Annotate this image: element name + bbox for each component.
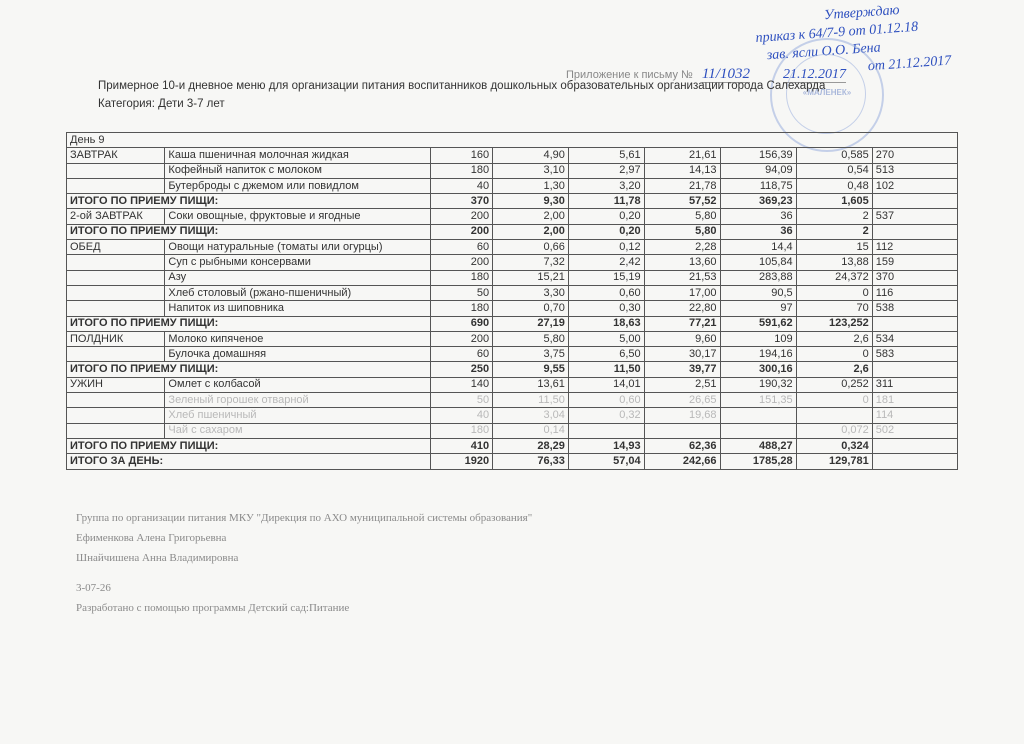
vitamin-c-value: 15: [796, 240, 872, 255]
vitamin-c-value: 0,54: [796, 163, 872, 178]
fat-value: 0,32: [568, 408, 644, 423]
menu-table: [66, 132, 958, 470]
recipe-number: 270: [872, 148, 957, 163]
portion-weight: 250: [431, 362, 493, 377]
carb-value: 5,80: [644, 209, 720, 224]
protein-value: 15,21: [493, 270, 569, 285]
vitamin-c-value: 2: [796, 224, 872, 239]
vitamin-c-value: [796, 408, 872, 423]
approval-line-3: зав. ясли О.О. Бена: [766, 40, 882, 64]
carb-value: 17,00: [644, 285, 720, 300]
protein-value: 1,30: [493, 178, 569, 193]
portion-weight: 200: [431, 331, 493, 346]
vitamin-c-value: 2,6: [796, 362, 872, 377]
dish-name: Напиток из шиповника: [165, 301, 431, 316]
recipe-number: 159: [872, 255, 957, 270]
vitamin-c-value: 123,252: [796, 316, 872, 331]
dish-name: Суп с рыбными консервами: [165, 255, 431, 270]
energy-value: 105,84: [720, 255, 796, 270]
meal-name: [67, 347, 165, 362]
meal-name: [67, 270, 165, 285]
total-row: [67, 454, 958, 469]
portion-weight: 180: [431, 270, 493, 285]
total-row: [67, 224, 958, 239]
fat-value: 0,20: [568, 224, 644, 239]
dish-name: Азу: [165, 270, 431, 285]
carb-value: 77,21: [644, 316, 720, 331]
fat-value: 5,00: [568, 331, 644, 346]
meal-name: [67, 301, 165, 316]
dish-row: [67, 148, 958, 163]
portion-weight: 40: [431, 178, 493, 193]
dish-row: [67, 285, 958, 300]
fat-value: 0,30: [568, 301, 644, 316]
fat-value: 18,63: [568, 316, 644, 331]
protein-value: 3,75: [493, 347, 569, 362]
carb-value: 21,53: [644, 270, 720, 285]
vitamin-c-value: 1,605: [796, 194, 872, 209]
vitamin-c-value: 0,324: [796, 438, 872, 453]
recipe-number: 583: [872, 347, 957, 362]
protein-value: 76,33: [493, 454, 569, 469]
recipe-number: 181: [872, 393, 957, 408]
fat-value: 2,97: [568, 163, 644, 178]
recipe-number: 311: [872, 377, 957, 392]
meal-name: ПОЛДНИК: [67, 331, 165, 346]
protein-value: 0,70: [493, 301, 569, 316]
total-row: [67, 362, 958, 377]
dish-row: [67, 255, 958, 270]
dish-name: Молоко кипяченое: [165, 331, 431, 346]
fat-value: 57,04: [568, 454, 644, 469]
carb-value: 13,60: [644, 255, 720, 270]
recipe-number: 534: [872, 331, 957, 346]
document-title: Примерное 10-и дневное меню для организации питания воспитанников дошкольных образовательных организации города Салехарда: [98, 80, 826, 92]
portion-weight: 370: [431, 194, 493, 209]
approval-line-1: Утверждаю: [823, 2, 900, 24]
portion-weight: 140: [431, 377, 493, 392]
recipe-number: 537: [872, 209, 957, 224]
dish-row: [67, 240, 958, 255]
fat-value: 14,01: [568, 377, 644, 392]
energy-value: 591,62: [720, 316, 796, 331]
energy-value: 109: [720, 331, 796, 346]
energy-value: 190,32: [720, 377, 796, 392]
portion-weight: 180: [431, 423, 493, 438]
energy-value: 283,88: [720, 270, 796, 285]
recipe-number: [872, 362, 957, 377]
fat-value: 14,93: [568, 438, 644, 453]
total-label: ИТОГО ПО ПРИЕМУ ПИЩИ:: [67, 316, 431, 331]
dish-name: Кофейный напиток с молоком: [165, 163, 431, 178]
dish-row: [67, 270, 958, 285]
total-label: ИТОГО ПО ПРИЕМУ ПИЩИ:: [67, 194, 431, 209]
fat-value: 2,42: [568, 255, 644, 270]
meal-name: [67, 393, 165, 408]
carb-value: 2,51: [644, 377, 720, 392]
fat-value: 11,78: [568, 194, 644, 209]
energy-value: 14,4: [720, 240, 796, 255]
portion-weight: 50: [431, 285, 493, 300]
protein-value: 11,50: [493, 393, 569, 408]
day-header-row: [67, 133, 958, 148]
carb-value: 5,80: [644, 224, 720, 239]
meal-name: ЗАВТРАК: [67, 148, 165, 163]
fat-value: 11,50: [568, 362, 644, 377]
footer-info: [76, 508, 532, 618]
portion-weight: 690: [431, 316, 493, 331]
dish-name: Омлет с колбасой: [165, 377, 431, 392]
footer-phone: 3-07-26: [76, 582, 111, 594]
energy-value: 36: [720, 209, 796, 224]
vitamin-c-value: 0,072: [796, 423, 872, 438]
dish-row: [67, 178, 958, 193]
vitamin-c-value: 0,585: [796, 148, 872, 163]
meal-name: [67, 255, 165, 270]
protein-value: 3,04: [493, 408, 569, 423]
dish-row: [67, 209, 958, 224]
energy-value: 118,75: [720, 178, 796, 193]
carb-value: 30,17: [644, 347, 720, 362]
carb-value: 19,68: [644, 408, 720, 423]
protein-value: 5,80: [493, 331, 569, 346]
carb-value: 26,65: [644, 393, 720, 408]
portion-weight: 410: [431, 438, 493, 453]
carb-value: 62,36: [644, 438, 720, 453]
stamp-text: «МАЛЕНЕК»: [802, 88, 852, 97]
recipe-number: 114: [872, 408, 957, 423]
recipe-number: [872, 194, 957, 209]
meal-name: [67, 408, 165, 423]
dish-row: [67, 163, 958, 178]
energy-value: 97: [720, 301, 796, 316]
dish-name: Бутерброды с джемом или повидлом: [165, 178, 431, 193]
approval-line-2: приказ к 64/7-9 от 01.12.18: [755, 19, 919, 47]
total-label: ИТОГО ЗА ДЕНЬ:: [67, 454, 431, 469]
protein-value: 3,10: [493, 163, 569, 178]
dish-name: Каша пшеничная молочная жидкая: [165, 148, 431, 163]
recipe-number: 502: [872, 423, 957, 438]
carb-value: 21,78: [644, 178, 720, 193]
recipe-number: [872, 224, 957, 239]
energy-value: 151,35: [720, 393, 796, 408]
protein-value: 4,90: [493, 148, 569, 163]
annex-date: 21.12.2017: [783, 67, 847, 82]
meal-name: [67, 423, 165, 438]
energy-value: 90,5: [720, 285, 796, 300]
footer-software: Разработано с помощью программы Детский сад:Питание: [76, 602, 350, 614]
fat-value: 0,60: [568, 285, 644, 300]
dish-name: Овощи натуральные (томаты или огурцы): [165, 240, 431, 255]
recipe-number: [872, 454, 957, 469]
total-row: [67, 194, 958, 209]
dish-name: Хлеб пшеничный: [165, 408, 431, 423]
meal-name: УЖИН: [67, 377, 165, 392]
portion-weight: 60: [431, 240, 493, 255]
total-row: [67, 316, 958, 331]
protein-value: 9,55: [493, 362, 569, 377]
energy-value: 156,39: [720, 148, 796, 163]
recipe-number: 102: [872, 178, 957, 193]
protein-value: 9,30: [493, 194, 569, 209]
vitamin-c-value: 0: [796, 393, 872, 408]
portion-weight: 180: [431, 163, 493, 178]
energy-value: 36: [720, 224, 796, 239]
protein-value: 13,61: [493, 377, 569, 392]
protein-value: 0,66: [493, 240, 569, 255]
meal-name: [67, 163, 165, 178]
portion-weight: 180: [431, 301, 493, 316]
vitamin-c-value: 0,48: [796, 178, 872, 193]
total-label: ИТОГО ПО ПРИЕМУ ПИЩИ:: [67, 224, 431, 239]
energy-value: 94,09: [720, 163, 796, 178]
protein-value: 28,29: [493, 438, 569, 453]
energy-value: 1785,28: [720, 454, 796, 469]
vitamin-c-value: 2,6: [796, 331, 872, 346]
portion-weight: 200: [431, 255, 493, 270]
carb-value: 21,61: [644, 148, 720, 163]
fat-value: 0,60: [568, 393, 644, 408]
footer-organization: Группа по организации питания МКУ "Дирекция по АХО муниципальной системы образования": [76, 512, 533, 524]
carb-value: 2,28: [644, 240, 720, 255]
annex-number: 11/1032: [701, 66, 750, 82]
vitamin-c-value: 0,252: [796, 377, 872, 392]
portion-weight: 1920: [431, 454, 493, 469]
carb-value: [644, 423, 720, 438]
total-row: [67, 438, 958, 453]
portion-weight: 160: [431, 148, 493, 163]
vitamin-c-value: 2: [796, 209, 872, 224]
approval-line-4: от 21.12.2017: [867, 53, 952, 75]
meal-name: [67, 178, 165, 193]
recipe-number: 370: [872, 270, 957, 285]
carb-value: 9,60: [644, 331, 720, 346]
carb-value: 242,66: [644, 454, 720, 469]
fat-value: 3,20: [568, 178, 644, 193]
dish-row: [67, 408, 958, 423]
vitamin-c-value: 0: [796, 285, 872, 300]
fat-value: 15,19: [568, 270, 644, 285]
meal-name: 2-ой ЗАВТРАК: [67, 209, 165, 224]
protein-value: 2,00: [493, 224, 569, 239]
dish-row: [67, 331, 958, 346]
portion-weight: 60: [431, 347, 493, 362]
day-label: День 9: [67, 133, 958, 148]
vitamin-c-value: 24,372: [796, 270, 872, 285]
total-label: ИТОГО ПО ПРИЕМУ ПИЩИ:: [67, 362, 431, 377]
recipe-number: 513: [872, 163, 957, 178]
footer-author-2: Шнайчишена Анна Владимировна: [76, 552, 239, 564]
meal-name: [67, 285, 165, 300]
fat-value: [568, 423, 644, 438]
energy-value: 488,27: [720, 438, 796, 453]
dish-name: Хлеб столовый (ржано-пшеничный): [165, 285, 431, 300]
dish-row: [67, 423, 958, 438]
recipe-number: 116: [872, 285, 957, 300]
total-label: ИТОГО ПО ПРИЕМУ ПИЩИ:: [67, 438, 431, 453]
recipe-number: [872, 438, 957, 453]
vitamin-c-value: 13,88: [796, 255, 872, 270]
energy-value: 369,23: [720, 194, 796, 209]
energy-value: 300,16: [720, 362, 796, 377]
meal-name: ОБЕД: [67, 240, 165, 255]
recipe-number: 538: [872, 301, 957, 316]
vitamin-c-value: 129,781: [796, 454, 872, 469]
recipe-number: [872, 316, 957, 331]
dish-row: [67, 301, 958, 316]
dish-name: Зеленый горошек отварной: [165, 393, 431, 408]
portion-weight: 200: [431, 224, 493, 239]
vitamin-c-value: 70: [796, 301, 872, 316]
carb-value: 39,77: [644, 362, 720, 377]
carb-value: 57,52: [644, 194, 720, 209]
dish-name: Чай с сахаром: [165, 423, 431, 438]
carb-value: 14,13: [644, 163, 720, 178]
footer-author-1: Ефименкова Алена Григорьевна: [76, 532, 227, 544]
annex-label: Приложение к письму №: [566, 69, 693, 81]
fat-value: 6,50: [568, 347, 644, 362]
protein-value: 0,14: [493, 423, 569, 438]
recipe-number: 112: [872, 240, 957, 255]
dish-row: [67, 347, 958, 362]
protein-value: 3,30: [493, 285, 569, 300]
portion-weight: 50: [431, 393, 493, 408]
dish-name: Соки овощные, фруктовые и ягодные: [165, 209, 431, 224]
fat-value: 0,20: [568, 209, 644, 224]
carb-value: 22,80: [644, 301, 720, 316]
vitamin-c-value: 0: [796, 347, 872, 362]
dish-row: [67, 377, 958, 392]
protein-value: 2,00: [493, 209, 569, 224]
energy-value: [720, 408, 796, 423]
protein-value: 27,19: [493, 316, 569, 331]
dish-name: Булочка домашняя: [165, 347, 431, 362]
energy-value: [720, 423, 796, 438]
age-category: Категория: Дети 3-7 лет: [98, 98, 225, 110]
fat-value: 0,12: [568, 240, 644, 255]
protein-value: 7,32: [493, 255, 569, 270]
energy-value: 194,16: [720, 347, 796, 362]
dish-row: [67, 393, 958, 408]
portion-weight: 40: [431, 408, 493, 423]
fat-value: 5,61: [568, 148, 644, 163]
portion-weight: 200: [431, 209, 493, 224]
